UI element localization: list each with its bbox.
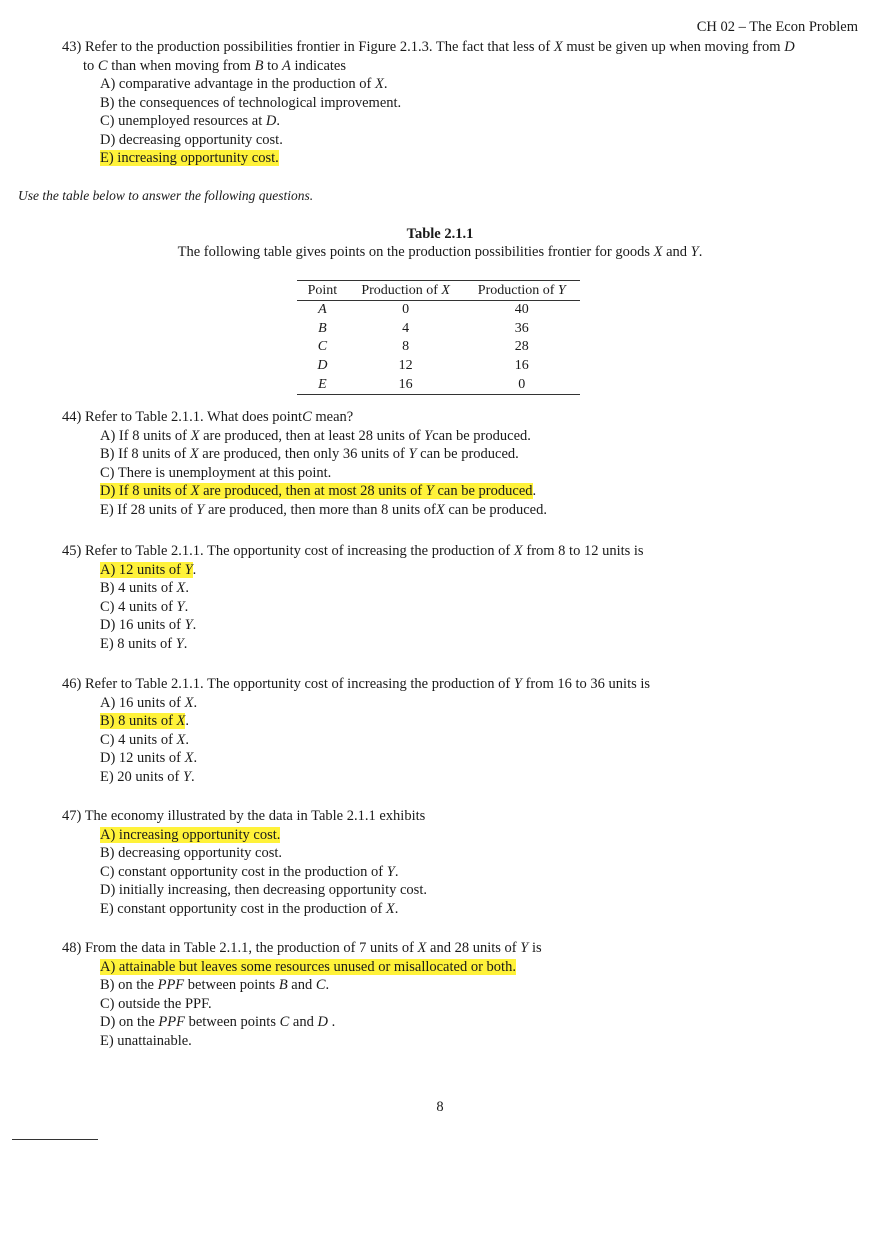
option-b: B) decreasing opportunity cost. <box>100 845 283 861</box>
question-43 <box>62 38 852 168</box>
option-c: C) outside the PPF. <box>100 995 212 1012</box>
option-d: D) 12 units of X. <box>100 750 198 766</box>
option-d-answer: D) If 8 units of X are produced, then at most 28 units of Y can be produced. <box>100 483 537 499</box>
cell-point: D <box>317 358 328 374</box>
option-d: D) 16 units of Y. <box>100 617 197 633</box>
header-production-x: Production of X <box>348 281 464 301</box>
cell-x: 4 <box>402 320 410 336</box>
answer-highlight: E) increasing opportunity cost. <box>100 150 279 166</box>
answer-highlight: B) 8 units of X <box>100 713 186 729</box>
cell-y: 0 <box>464 375 580 394</box>
option-a-answer: A) 12 units of Y. <box>100 561 197 578</box>
option-e: E) 8 units of Y. <box>100 635 188 652</box>
option-c: C) constant opportunity cost in the production of Y. <box>100 863 399 880</box>
question-48 <box>62 939 852 1050</box>
footnote-rule <box>12 1139 98 1140</box>
cell-x: 12 <box>398 358 413 374</box>
table-row <box>297 375 580 394</box>
table-row <box>297 320 580 339</box>
answer-highlight: A) attainable but leaves some resources unused or misallocated or both. <box>100 958 516 975</box>
table-row <box>297 338 580 357</box>
option-b-answer: B) 8 units of X. <box>100 713 190 729</box>
question-stem: 43) Refer to the production possibilities frontier in Figure 2.1.3. The fact that less of X must be given up when moving from D <box>62 39 795 55</box>
page-number: 8 <box>436 1099 444 1115</box>
table-header-row <box>297 281 580 301</box>
question-47 <box>62 807 852 918</box>
option-e-answer <box>100 149 852 168</box>
option-e: E) unattainable. <box>100 1032 192 1049</box>
option-c: C) unemployed resources at D. <box>100 113 281 129</box>
table-title: Table 2.1.1 <box>406 226 474 242</box>
cell-point: B <box>318 320 327 336</box>
header-production-y: Production of Y <box>464 281 580 301</box>
option-d: D) initially increasing, then decreasing opportunity cost. <box>100 882 427 898</box>
cell-x: 8 <box>402 339 410 355</box>
cell-point: A <box>318 302 327 318</box>
cell-y: 40 <box>514 302 529 318</box>
option-a: A) If 8 units of X are produced, then at least 28 units of Ycan be produced. <box>100 427 531 444</box>
cell-y: 36 <box>514 320 529 336</box>
answer-highlight: A) 12 units of Y <box>100 561 193 578</box>
option-b: B) on the PPF between points B and C. <box>100 977 330 993</box>
instructions: Use the table below to answer the following questions. <box>18 188 314 203</box>
option-c: C) 4 units of Y. <box>100 598 189 615</box>
question-stem: 48) From the data in Table 2.1.1, the production of 7 units of X and 28 units of Y is <box>62 940 542 956</box>
table-row <box>297 301 580 320</box>
answer-highlight: A) increasing opportunity cost. <box>100 826 281 843</box>
cell-x: 16 <box>348 375 464 394</box>
cell-x: 0 <box>402 302 410 318</box>
option-b: B) the consequences of technological improvement. <box>100 94 402 111</box>
option-a-answer <box>100 826 852 845</box>
running-header: CH 02 – The Econ Problem <box>696 19 858 35</box>
cell-point: C <box>317 339 328 355</box>
question-stem: 45) Refer to Table 2.1.1. The opportunity cost of increasing the production of X from 8 to 12 units is <box>62 543 644 559</box>
ppf-table <box>297 280 580 395</box>
answer-highlight: D) If 8 units of X are produced, then at most 28 units of Y can be produced <box>100 483 533 499</box>
option-d: D) on the PPF between points C and D . <box>100 1014 336 1030</box>
question-45 <box>62 542 852 653</box>
question-stem: 44) Refer to Table 2.1.1. What does pointC mean? <box>62 409 354 425</box>
option-b: B) 4 units of X. <box>100 580 190 596</box>
table-caption: The following table gives points on the production possibilities frontier for goods X and Y. <box>177 244 703 260</box>
option-a-answer <box>100 958 852 977</box>
question-stem-cont: to C than when moving from B to A indicates <box>83 57 346 74</box>
option-a: A) 16 units of X. <box>100 694 198 711</box>
option-c: C) 4 units of X. <box>100 731 190 748</box>
option-d: D) decreasing opportunity cost. <box>100 131 283 148</box>
question-44 <box>62 408 852 519</box>
option-c: C) There is unemployment at this point. <box>100 464 332 481</box>
option-e: E) 20 units of Y. <box>100 768 195 785</box>
cell-y: 28 <box>514 339 529 355</box>
cell-y: 16 <box>514 358 529 374</box>
option-e: E) If 28 units of Y are produced, then more than 8 units ofX can be produced. <box>100 501 547 518</box>
header-point: Point <box>297 281 348 301</box>
option-e: E) constant opportunity cost in the production of X. <box>100 900 399 917</box>
question-stem: 47) The economy illustrated by the data in Table 2.1.1 exhibits <box>62 808 426 824</box>
table-row <box>297 357 580 376</box>
option-a: A) comparative advantage in the production of X. <box>100 76 388 92</box>
question-stem: 46) Refer to Table 2.1.1. The opportunity cost of increasing the production of Y from 16 to 36 units is <box>62 676 651 692</box>
cell-point: E <box>297 375 348 394</box>
option-b: B) If 8 units of X are produced, then only 36 units of Y can be produced. <box>100 446 519 462</box>
question-46 <box>62 675 852 786</box>
